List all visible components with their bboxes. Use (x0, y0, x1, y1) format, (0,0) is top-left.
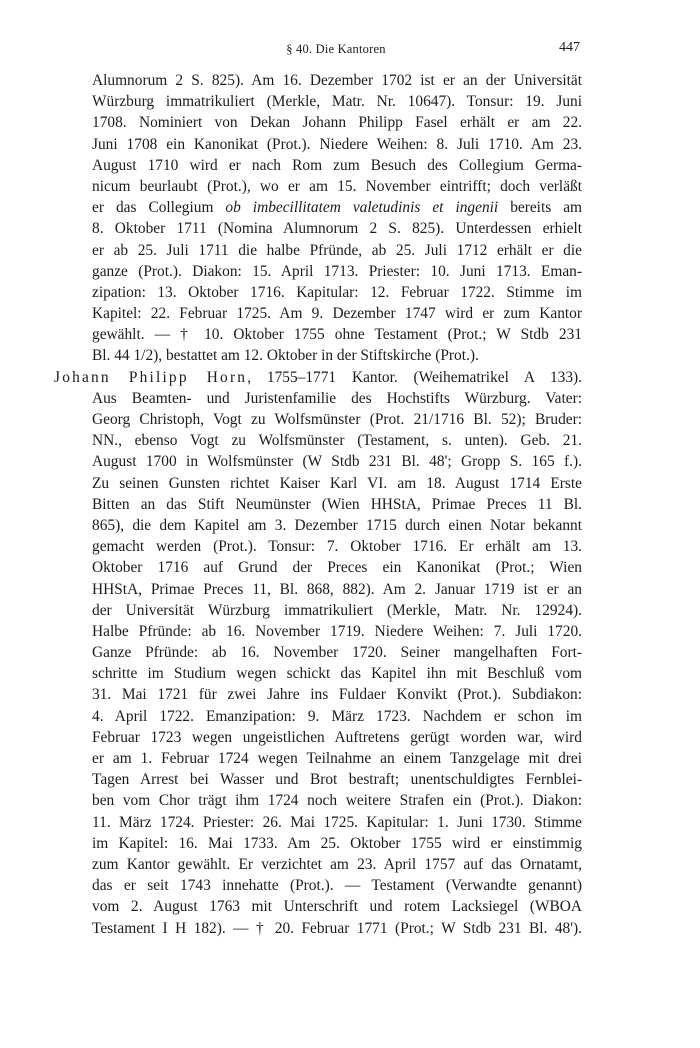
text-line: 865), die dem Kapitel am 3. Dezember 1715 durch einen Notar bekannt (92, 516, 582, 534)
text-line: Tagen Arrest bei Wasser und Brot bestraft; unentschuldigtes Fernblei- (92, 771, 582, 789)
text-line: er ab 25. Juli 1711 die halbe Pfründe, ab 25. Juli 1712 erhält er die (92, 241, 582, 259)
text-line: Testament I H 182). — † 20. Februar 1771 (Prot.; W Stdb 231 Bl. 48'). (92, 919, 582, 937)
text-line: Zu seinen Gunsten richtet Kaiser Karl VI. am 18. August 1714 Erste (92, 474, 582, 492)
body-text (54, 70, 582, 939)
text-line: zum Kantor gewählt. Er verzichtet am 23. April 1757 auf das Ornatamt, (92, 855, 582, 873)
latin-phrase: ob imbecillitatem valetudinis et ingenii (225, 199, 499, 217)
text-line: gemacht werden (Prot.). Tonsur: 7. Oktober 1716. Er erhält am 13. (92, 538, 582, 556)
text-line: Bitten an das Stift Neumünster (Wien HHStA, Primae Preces 11 Bl. (92, 495, 582, 513)
text-line: Aus Beamten- und Juristenfamilie des Hochstifts Würzburg. Vater: (92, 389, 582, 407)
text-line: 8. Oktober 1711 (Nomina Alumnorum 2 S. 825). Unterdessen erhielt (92, 220, 582, 238)
text-line: zipation: 13. Oktober 1716. Kapitular: 12. Februar 1722. Stimme im (92, 283, 582, 301)
text-line: vom 2. August 1763 mit Unterschrift und rotem Lacksiegel (WBOA (92, 898, 582, 916)
entry-name: Johann Philipp Horn (54, 368, 248, 386)
page-header (92, 40, 580, 60)
text-line: Oktober 1716 auf Grund der Preces ein Kanonikat (Prot.; Wien (92, 559, 582, 577)
text-line: im Kapitel: 16. Mai 1733. Am 25. Oktober 1755 wird er einstimmig (92, 834, 582, 852)
text-line: Würzburg immatrikuliert (Merkle, Matr. Nr. 10647). Tonsur: 19. Juni (92, 93, 582, 111)
text-line: ben vom Chor trägt ihm 1724 noch weitere Strafen ein (Prot.). Diakon: (92, 792, 582, 810)
running-title: § 40. Die Kantoren (286, 42, 386, 56)
text-line: schritte im Studium wegen schickt das Kapitel ihn mit Beschluß vom (92, 665, 582, 683)
text-line: Ganze Pfründe: ab 16. November 1720. Seiner mangelhaften Fort- (92, 644, 582, 662)
text-line: Halbe Pfründe: ab 16. November 1719. Niedere Weihen: 7. Juli 1720. (92, 622, 582, 640)
text-segment: bereits am (498, 199, 583, 217)
text-line: der Universität Würzburg immatrikuliert (Merkle, Matr. Nr. 12924). (92, 601, 582, 619)
text-line: August 1710 wird er nach Rom zum Besuch des Collegium Germa- (92, 156, 582, 174)
text-line: Georg Christoph, Vogt zu Wolfsmünster (Prot. 21/1716 Bl. 52); Bruder: (92, 411, 582, 428)
text-line: das er seit 1743 innehatte (Prot.). — Testament (Verwandte genannt) (92, 877, 582, 895)
text-line: nicum beurlaubt (Prot.), wo er am 15. November eintrifft; doch verläßt (92, 177, 582, 195)
text-segment: , 1755–1771 Kantor. (Weihematrikel A 133). (247, 368, 583, 386)
text-line: HHStA, Primae Preces 11, Bl. 868, 882). Am 2. Januar 1719 ist er an (92, 580, 582, 598)
text-line: Februar 1723 wegen ungeistlichen Auftretens gerügt worden war, wird (92, 728, 582, 746)
text-line: 31. Mai 1721 für zwei Jahre ins Fuldaer Konvikt (Prot.). Subdiakon: (92, 686, 582, 704)
text-line: er am 1. Februar 1724 wegen Teilnahme an einem Tanzgelage mit drei (92, 750, 582, 767)
text-line: 1708. Nominiert von Dekan Johann Philipp Fasel erhält er am 22. (92, 114, 582, 132)
text-line: 4. April 1722. Emanzipation: 9. März 1723. Nachdem er schon im (92, 707, 582, 725)
text-line: gewählt. — † 10. Oktober 1755 ohne Testament (Prot.; W Stdb 231 (92, 326, 582, 344)
text-line: ganze (Prot.). Diakon: 15. April 1713. Priester: 10. Juni 1713. Eman- (92, 262, 582, 280)
text-line: August 1700 in Wolfsmünster (W Stdb 231 Bl. 48'; Gropp S. 165 f.). (92, 453, 582, 471)
text-line: Alumnorum 2 S. 825). Am 16. Dezember 1702 ist er an der Universität (92, 72, 582, 89)
text-line: 11. März 1724. Priester: 26. Mai 1725. Kapitular: 1. Juni 1730. Stimme (92, 813, 582, 831)
text-line: NN., ebenso Vogt zu Wolfsmünster (Testament, s. unten). Geb. 21. (92, 432, 582, 450)
text-line: Kapitel: 22. Februar 1725. Am 9. Dezember 1747 wird er zum Kantor (92, 305, 582, 323)
entry-heading-line (54, 367, 582, 388)
page-number: 447 (559, 40, 580, 55)
text-segment: er das Collegium (92, 199, 226, 217)
text-line: Bl. 44 1/2), bestattet am 12. Oktober in der Stiftskirche (Prot.). (92, 347, 479, 365)
text-line (54, 197, 582, 218)
text-line: Juni 1708 ein Kanonikat (Prot.). Niedere Weihen: 8. Juli 1710. Am 23. (92, 135, 582, 153)
